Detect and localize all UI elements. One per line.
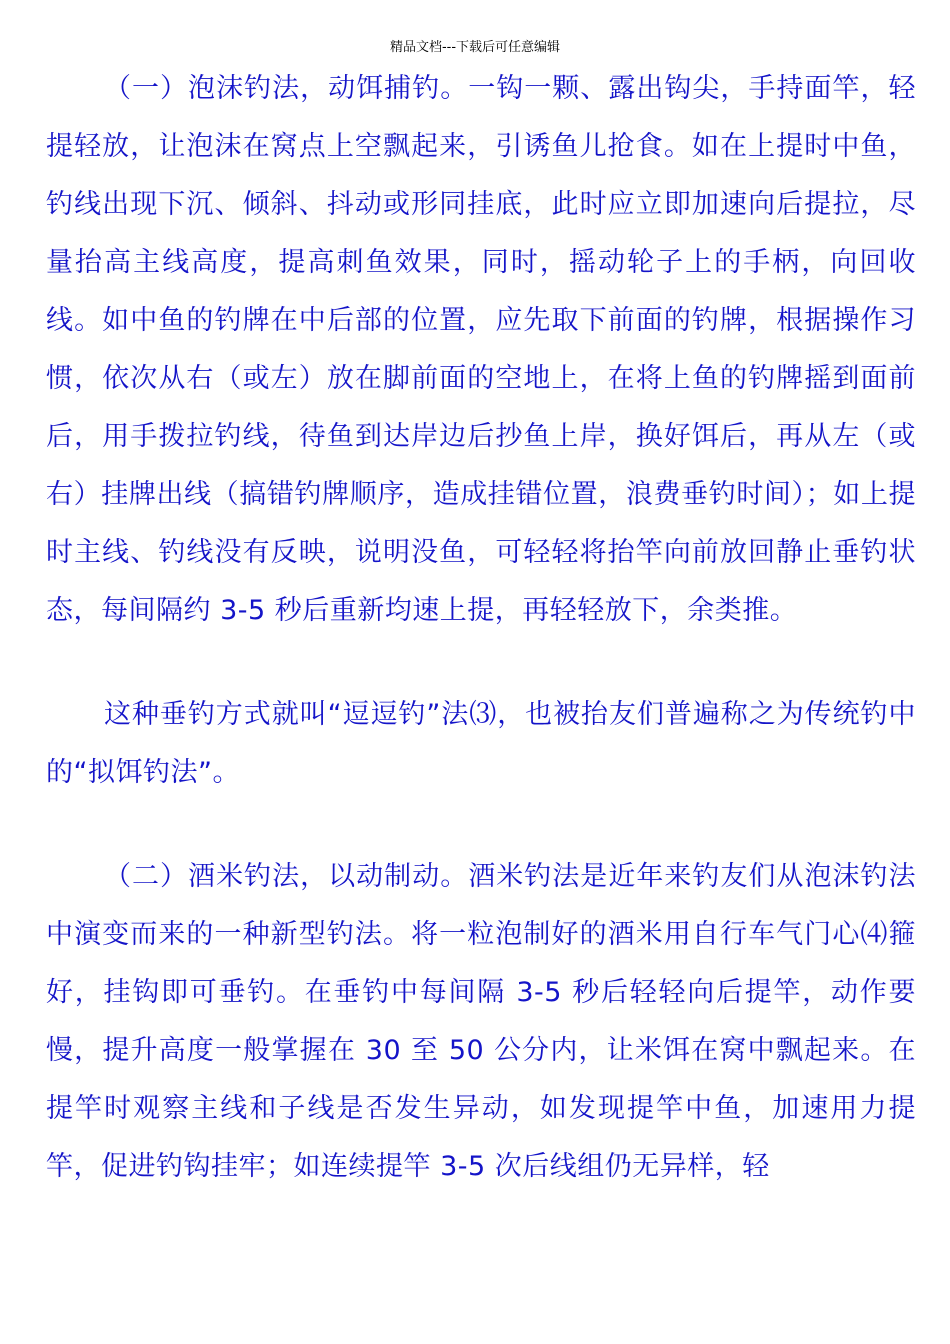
paragraph-teasing-method: 这种垂钓方式就叫“逗逗钓”法⑶，也被抬友们普遍称之为传统钓中的“拟饵钓法”。 xyxy=(46,699,916,788)
page-header: 精品文档---下载后可任意编辑 xyxy=(389,40,561,55)
paragraph-foam-method: （一）泡沫钓法，动饵捕钓。一钩一颗、露出钩尖，手持面竿，轻提轻放，让泡沫在窝点上空飘起来，引诱鱼儿抢食。如在上提时中鱼，钓线出现下沉、倾斜、抖动或形同挂底，此时应立即加速向后提拉，尽量抬高主线高度，提高刺鱼效果，同时，摇动轮子上的手柄，向回收线。如中鱼的钓牌在中后部的位置，应先取下前面的钓牌，根据操作习惯，依次从右（或左）放在脚前面的空地上，在将上鱼的钓牌摇到面前后，用手拨拉钓线，待鱼到达岸边后抄鱼上岸，换好饵后，再从左（或右）挂牌出线（搞错钓牌顺序，造成挂错位置，浪费垂钓时间）；如上提时主线、钓线没有反映，说明没鱼，可轻轻将抬竿向前放回静止垂钓状态，每间隔约 3-5 秒后重新均速上提，再轻轻放下，余类推。 xyxy=(46,73,916,626)
document-body xyxy=(46,60,916,1196)
paragraph-spacer xyxy=(46,640,916,686)
paragraph-spacer xyxy=(46,802,916,848)
paragraph-wine-rice-method: （二）酒米钓法，以动制动。酒米钓法是近年来钓友们从泡沫钓法中演变而来的一种新型钓法。将一粒泡制好的酒米用自行车气门心⑷箍好，挂钩即可垂钓。在垂钓中每间隔 3-5 秒后轻轻向后提竿，动作要慢，提升高度一般掌握在 30 至 50 公分内，让米饵在窝中飘起来。在提竿时观察主线和子线是否发生异动，如发现提竿中鱼，加速用力提竿，促进钓钩挂牢；如连续提竿 3-5 次后线组仍无异样，轻 xyxy=(46,861,916,1182)
